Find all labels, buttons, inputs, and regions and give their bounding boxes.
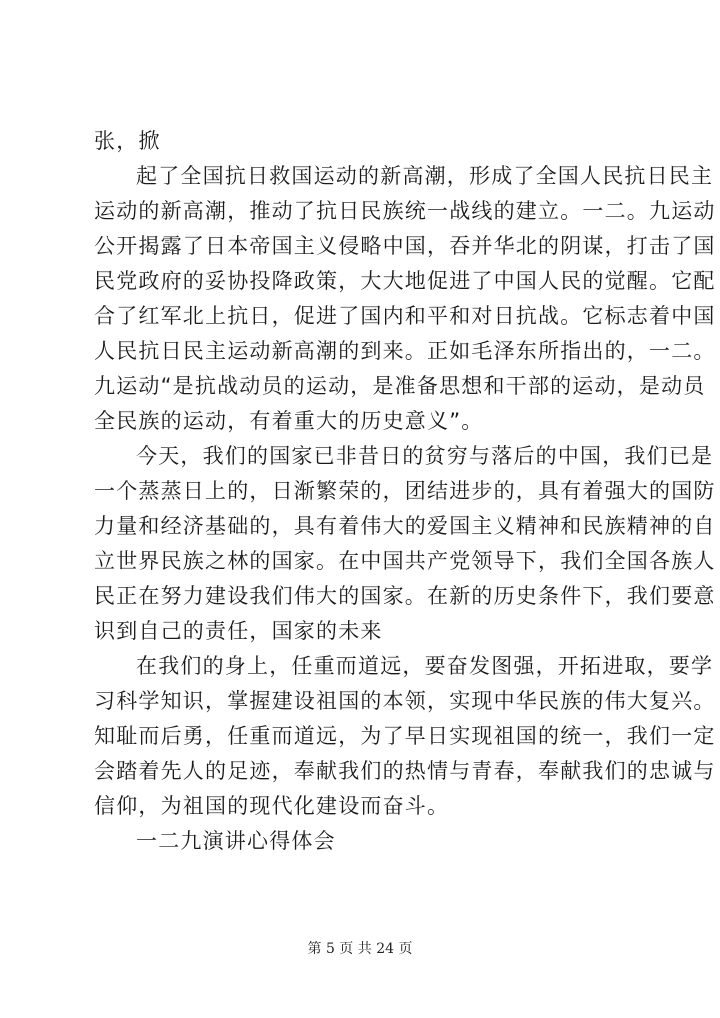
text-line: 一个蒸蒸日上的，日渐繁荣的，团结进步的，具有着强大的国防	[94, 479, 716, 503]
text-line: 识到自己的责任，国家的未来	[94, 619, 383, 643]
text-line: 人民抗日民主运动新高潮的到来。正如毛泽东所指出的，一二。	[94, 339, 716, 363]
text-line: 九运动“是抗战动员的运动，是准备思想和干部的运动，是动员	[94, 374, 706, 398]
text-line: 公开揭露了日本帝国主义侵略中国，吞并华北的阴谋，打击了国	[94, 234, 716, 258]
text-line: 立世界民族之林的国家。在中国共产党领导下，我们全国各族人	[94, 549, 716, 573]
text-line: 知耻而后勇，任重而道远，为了早日实现祖国的统一，我们一定	[94, 724, 716, 748]
text-line: 信仰，为祖国的现代化建设而奋斗。	[94, 794, 450, 818]
body-text	[94, 124, 716, 859]
paragraph-start-line: 在我们的身上，任重而道远，要奋发图强，开拓进取，要学	[136, 654, 714, 678]
text-line: 全民族的运动，有着重大的历史意义”。	[94, 409, 484, 433]
text-line: 张，掀	[94, 129, 161, 153]
text-line: 运动的新高潮，推动了抗日民族统一战线的建立。一二。九运动	[94, 199, 716, 223]
paragraph-start-line: 今天，我们的国家已非昔日的贫穷与落后的中国，我们已是	[136, 444, 714, 468]
paragraph-start-line: 起了全国抗日救国运动的新高潮，形成了全国人民抗日民主	[136, 164, 714, 188]
page-footer: 第 5 页 共 24 页	[307, 941, 413, 957]
text-line: 合了红军北上抗日，促进了国内和平和对日抗战。它标志着中国	[94, 304, 716, 328]
text-line: 民正在努力建设我们伟大的国家。在新的历史条件下，我们要意	[94, 584, 716, 608]
text-line: 力量和经济基础的，具有着伟大的爱国主义精神和民族精神的自	[94, 514, 716, 538]
text-line: 民党政府的妥协投降政策，大大地促进了中国人民的觉醒。它配	[94, 269, 716, 293]
section-title-line: 一二九演讲心得体会	[136, 829, 336, 853]
text-line: 会踏着先人的足迹，奉献我们的热情与青春，奉献我们的忠诚与	[94, 759, 716, 783]
text-line: 习科学知识，掌握建设祖国的本领，实现中华民族的伟大复兴。	[94, 689, 716, 713]
